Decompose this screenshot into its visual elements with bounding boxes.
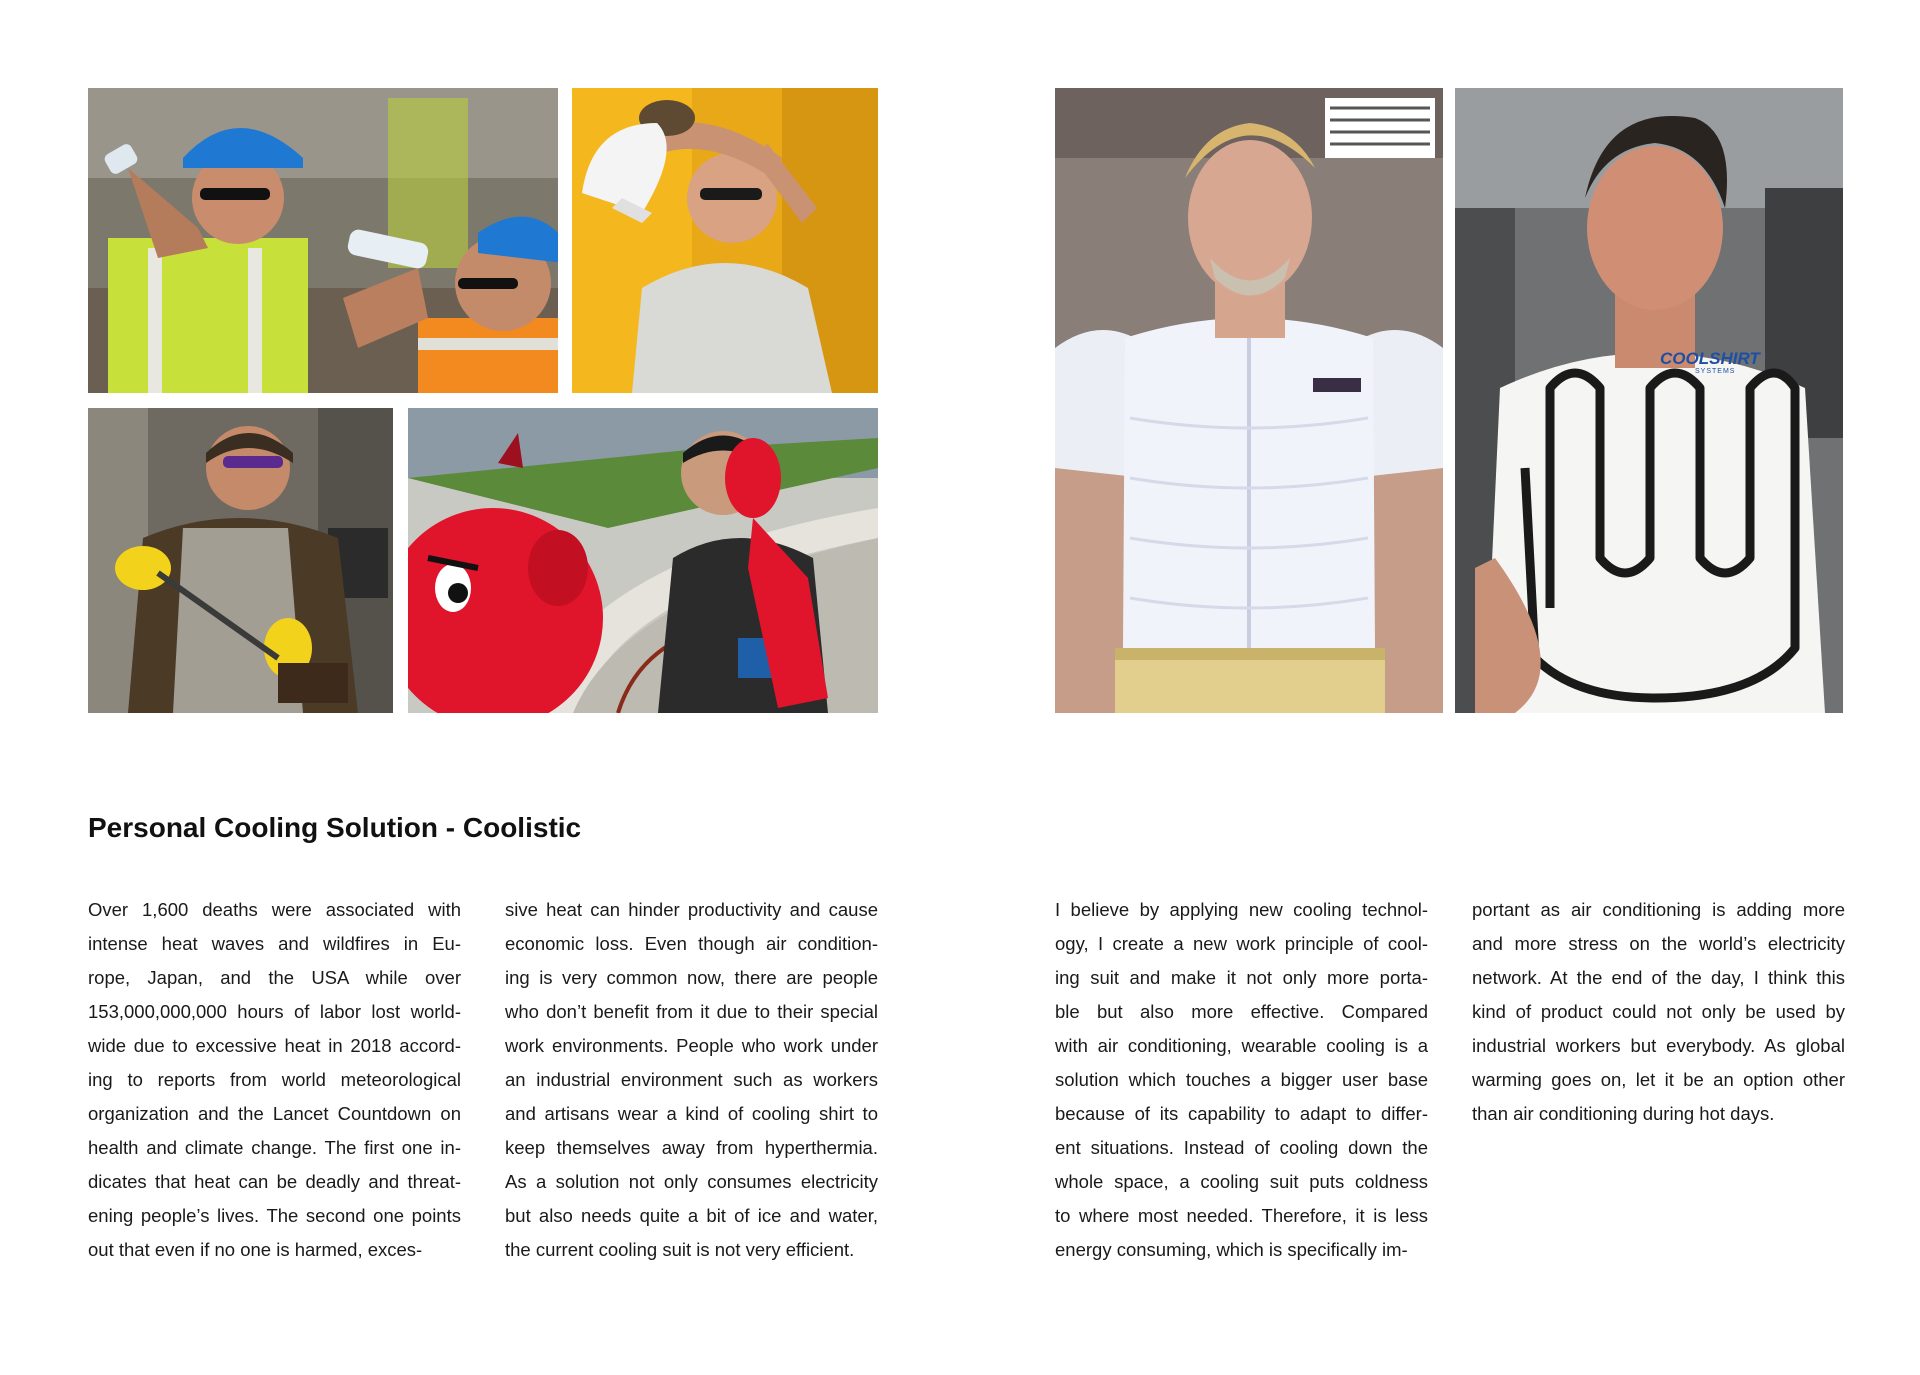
photo-red-mascot <box>408 408 878 713</box>
text-line: the current cooling suit is not very efficient. <box>505 1239 855 1260</box>
text-line: energy consuming, which is specifically im- <box>1055 1239 1408 1260</box>
text-line: organization and the Lancet Countdown on <box>88 1103 461 1124</box>
text-line: network. At the end of the day, I think this <box>1472 967 1845 988</box>
text-line: ble but also more effective. Compared <box>1055 1001 1428 1022</box>
text-line: whole space, a cooling suit puts coldness <box>1055 1171 1428 1192</box>
text-line: kind of product could not only be used by <box>1472 1001 1845 1022</box>
text-line: sive heat can hinder productivity and cause <box>505 899 878 920</box>
text-line: because of its capability to adapt to differ- <box>1055 1103 1428 1124</box>
photo-coolshirt-demo <box>1455 88 1843 713</box>
text-line: rope, Japan, and the USA while over <box>88 967 461 988</box>
text-column-2 <box>505 893 878 1267</box>
text-line: 153,000,000,000 hours of labor lost world- <box>88 1001 461 1022</box>
photo-metalworker-gloves <box>88 408 393 713</box>
text-line: an industrial environment such as workers <box>505 1069 878 1090</box>
text-line: industrial workers but everybody. As global <box>1472 1035 1845 1056</box>
text-line: ing to reports from world meteorological <box>88 1069 461 1090</box>
coolshirt-logo-subtext: SYSTEMS <box>1695 368 1736 375</box>
text-line: than air conditioning during hot days. <box>1472 1103 1775 1124</box>
text-column-3 <box>1055 893 1428 1267</box>
page-title: Personal Cooling Solution - Coolistic <box>88 812 582 843</box>
text-line: ing suit and make it not only more porta- <box>1055 967 1428 988</box>
text-line: out that even if no one is harmed, exces- <box>88 1239 423 1260</box>
text-line: solution which touches a bigger user base <box>1055 1069 1428 1090</box>
coolshirt-logo-text: COOLSHIRT <box>1660 349 1760 368</box>
text-line: economic loss. Even though air condition- <box>505 933 878 954</box>
text-column-4 <box>1472 893 1845 1131</box>
text-line: I believe by applying new cooling technol- <box>1055 899 1428 920</box>
text-line: portant as air conditioning is adding more <box>1472 899 1845 920</box>
text-line: dicates that heat can be deadly and threat- <box>88 1171 461 1192</box>
text-line: Over 1,600 deaths were associated with <box>88 899 461 920</box>
photo-workers-drinking-water <box>88 88 558 393</box>
text-line: and more stress on the world’s electricity <box>1472 933 1845 954</box>
text-line: who don’t benefit from it due to their special <box>505 1001 878 1022</box>
text-column-1 <box>88 893 461 1267</box>
text-line: wide due to excessive heat in 2018 accord- <box>88 1035 461 1056</box>
text-line: warming goes on, let it be an option other <box>1472 1069 1845 1090</box>
text-line: work environments. People who work under <box>505 1035 878 1056</box>
text-line: with air conditioning, wearable cooling is a <box>1055 1035 1428 1056</box>
text-line: ent situations. Instead of cooling down the <box>1055 1137 1428 1158</box>
text-line: to where most needed. Therefore, it is less <box>1055 1205 1428 1226</box>
text-line: keep themselves away from hyperthermia. <box>505 1137 878 1158</box>
text-line: ogy, I create a new work principle of cool- <box>1055 933 1428 954</box>
text-line: but also needs quite a bit of ice and water, <box>505 1205 878 1226</box>
text-line: ing is very common now, there are people <box>505 967 878 988</box>
text-line: ening people’s lives. The second one points <box>88 1205 461 1226</box>
text-line: intense heat waves and wildfires in Eu- <box>88 933 461 954</box>
text-line: As a solution not only consumes electricity <box>505 1171 878 1192</box>
photo-worker-wiping-forehead <box>572 88 878 393</box>
text-line: health and climate change. The first one in- <box>88 1137 461 1158</box>
text-line: and artisans wear a kind of cooling shirt to <box>505 1103 878 1124</box>
photo-cooling-vest-demo <box>1055 88 1443 713</box>
